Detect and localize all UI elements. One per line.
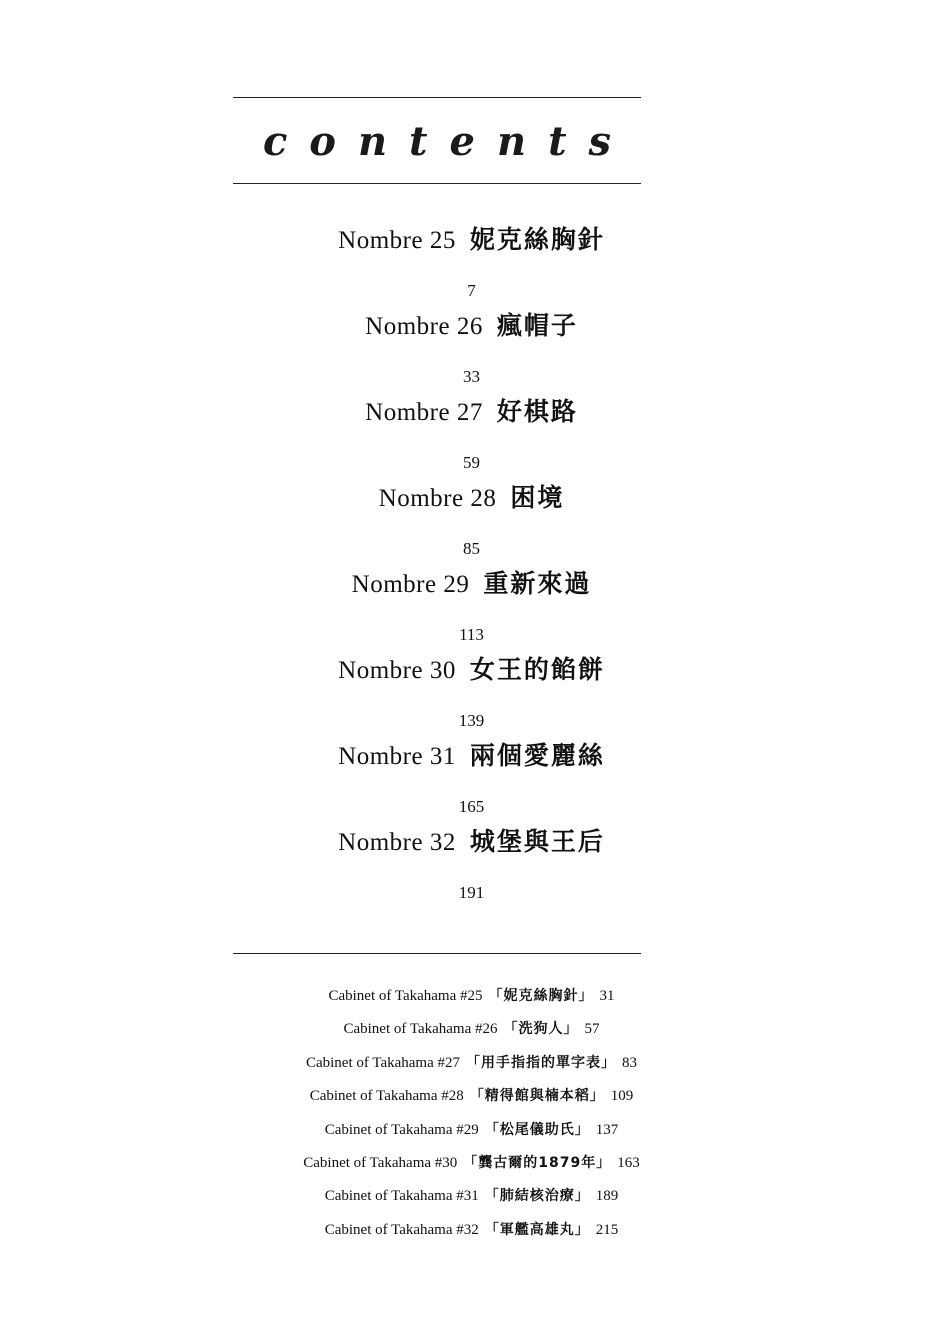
chapter-number: Nombre 31 <box>338 743 456 770</box>
cabinet-title: 「肺結核治療」 <box>484 1188 590 1204</box>
cabinet-label: Cabinet of Takahama #28 <box>309 1088 464 1104</box>
chapter-number: Nombre 32 <box>338 829 456 856</box>
rule-bottom <box>233 953 641 954</box>
chapter-number: Nombre 26 <box>365 313 483 340</box>
cabinet-page-number: 137 <box>595 1122 619 1138</box>
chapter-number: Nombre 30 <box>338 657 456 684</box>
cabinet-title: 「洗狗人」 <box>503 1021 579 1037</box>
cabinet-entry <box>0 1186 943 1206</box>
rule-top <box>233 97 641 98</box>
cabinet-entry <box>0 1086 943 1106</box>
chapter-entry <box>0 311 943 387</box>
cabinet-entry <box>0 1053 943 1073</box>
cabinet-label: Cabinet of Takahama #26 <box>343 1021 498 1037</box>
cabinet-title: 「龔古爾的1879年」 <box>463 1155 612 1171</box>
chapter-name: 城堡與王后 <box>469 827 605 856</box>
chapter-title <box>0 655 943 686</box>
cabinet-title: 「用手指指的單字表」 <box>466 1055 617 1071</box>
chapter-page-number: 59 <box>463 453 480 472</box>
chapter-page-number: 33 <box>463 367 480 386</box>
chapter-page-number: 191 <box>458 883 485 902</box>
chapter-entry <box>0 655 943 731</box>
chapter-name: 女王的餡餅 <box>469 655 605 684</box>
cabinet-entry <box>0 1120 943 1140</box>
chapter-title <box>0 827 943 858</box>
chapter-title <box>0 397 943 428</box>
cabinet-page-number: 109 <box>610 1088 634 1104</box>
chapter-page-number: 7 <box>467 281 476 300</box>
chapter-number: Nombre 27 <box>365 399 483 426</box>
cabinet-label: Cabinet of Takahama #32 <box>324 1222 479 1238</box>
cabinet-page-number: 189 <box>595 1188 619 1204</box>
cabinet-label: Cabinet of Takahama #29 <box>324 1122 479 1138</box>
chapter-number: Nombre 29 <box>351 571 470 598</box>
chapter-name: 好棋路 <box>496 397 578 426</box>
cabinet-page-number: 163 <box>617 1155 640 1171</box>
chapter-title <box>0 483 943 514</box>
cabinet-entry <box>0 986 943 1006</box>
chapter-entry <box>0 225 943 301</box>
chapter-name: 困境 <box>510 483 565 512</box>
cabinet-title: 「松尾儀助氏」 <box>484 1122 590 1138</box>
chapter-name: 重新來過 <box>483 569 592 598</box>
chapter-name: 妮克絲胸針 <box>469 225 605 254</box>
cabinet-entry <box>0 1153 943 1173</box>
chapter-page-number: 165 <box>458 797 485 816</box>
page-title: contents <box>262 118 634 165</box>
cabinet-entry <box>0 1019 943 1039</box>
chapter-title <box>0 741 943 772</box>
cabinet-page-number: 31 <box>599 988 615 1004</box>
cabinet-label: Cabinet of Takahama #31 <box>324 1188 479 1204</box>
cabinet-page-number: 215 <box>595 1222 619 1238</box>
chapter-title <box>0 225 943 256</box>
cabinet-entry <box>0 1220 943 1240</box>
chapter-number: Nombre 25 <box>338 227 456 254</box>
cabinet-label: Cabinet of Takahama #25 <box>328 988 483 1004</box>
chapter-entry <box>0 483 943 559</box>
chapter-number: Nombre 28 <box>378 485 497 512</box>
chapter-name: 兩個愛麗絲 <box>469 741 605 770</box>
chapter-page-number: 139 <box>458 711 485 730</box>
cabinet-title: 「軍艦高雄丸」 <box>484 1222 590 1238</box>
cabinet-title: 「精得館與楠本稻」 <box>469 1088 605 1104</box>
chapter-entry <box>0 569 943 645</box>
chapter-page-number: 113 <box>459 625 484 644</box>
cabinet-label: Cabinet of Takahama #30 <box>303 1155 458 1171</box>
chapter-entry <box>0 827 943 903</box>
chapter-page-number: 85 <box>463 539 480 558</box>
cabinet-title: 「妮克絲胸針」 <box>488 988 594 1004</box>
chapter-name: 瘋帽子 <box>496 311 578 340</box>
chapter-entry <box>0 741 943 817</box>
chapter-entry <box>0 397 943 473</box>
cabinet-label: Cabinet of Takahama #27 <box>305 1055 461 1071</box>
chapter-title <box>0 311 943 342</box>
cabinet-page-number: 57 <box>584 1021 600 1037</box>
chapter-title <box>0 569 943 600</box>
rule-mid <box>233 183 641 184</box>
cabinet-page-number: 83 <box>622 1055 638 1071</box>
